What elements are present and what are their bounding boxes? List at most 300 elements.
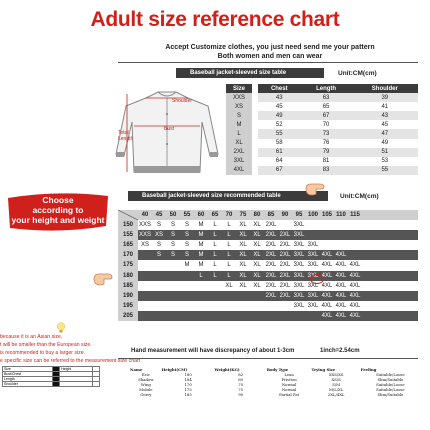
size-value-cell: 64 — [275, 158, 283, 165]
size-table-row — [226, 102, 418, 111]
recommend-size-cell — [138, 260, 152, 270]
size-value-cell: 83 — [301, 166, 352, 175]
size-value-cell: 47 — [352, 129, 418, 138]
size-table-row — [226, 111, 418, 120]
model-cell: M/L/XL — [329, 387, 344, 392]
recommend-size-cell: 2XL — [279, 242, 291, 249]
size-value-cell: 51 — [352, 148, 418, 157]
size-table-row — [226, 120, 418, 129]
larger-size-note: is recommended to buy a larger size. — [0, 350, 86, 356]
recommend-row — [118, 250, 418, 260]
height-cell: 175 — [118, 260, 138, 270]
recommend-size-cell — [250, 301, 264, 311]
model-cell: Gerry — [140, 392, 152, 397]
recommend-size-cell: 2XL — [265, 282, 277, 289]
table-corner — [118, 210, 138, 220]
recommend-size-cell: L — [213, 252, 217, 259]
recommend-size-cell: 4XL — [335, 302, 347, 309]
model-header-cell: Trying Size — [311, 367, 336, 372]
recommend-size-cell: XL — [253, 272, 261, 279]
size-table-row — [226, 166, 418, 175]
recommend-size-cell — [138, 250, 152, 260]
size-value-cell: 67 — [301, 111, 352, 120]
model-cell: Shadow — [138, 377, 154, 382]
model-cell: 175 — [184, 387, 192, 392]
size-table-row — [226, 157, 418, 166]
size-cell: 4XL — [226, 166, 252, 175]
recommend-size-cell: 3XL — [307, 292, 319, 299]
height-cell: 190 — [118, 291, 138, 301]
recommend-size-cell — [166, 281, 180, 291]
mini-table-cell — [92, 382, 99, 387]
recommend-size-cell: XXS — [138, 232, 151, 239]
recommend-size-cell — [222, 291, 236, 301]
recommend-table-bar: Baseball jacket-sleeved size recommended table — [128, 191, 328, 201]
recommend-size-cell: 4XL — [321, 272, 333, 279]
model-cell: Priviton — [281, 377, 297, 382]
recommend-size-cell: 3XL — [307, 242, 319, 249]
weight-header-cell: 40 — [141, 212, 149, 218]
mini-table-cell: Bust/Chest — [3, 372, 53, 377]
recommend-size-cell: S — [184, 242, 189, 249]
recommend-size-cell: XL — [253, 222, 261, 229]
recommend-size-cell — [222, 311, 236, 321]
weight-header-cell: 45 — [155, 212, 163, 218]
model-row — [130, 392, 420, 397]
weight-header-cell: 60 — [197, 212, 205, 218]
recommend-size-cell: 4XL — [321, 302, 333, 309]
recommend-size-cell: 3XL — [307, 262, 319, 269]
height-cell: 155 — [118, 230, 138, 240]
size-value-cell: 76 — [322, 140, 330, 147]
model-cell: Normal — [281, 382, 297, 387]
size-value-cell: 45 — [275, 103, 283, 110]
recommend-size-cell: 3XL — [293, 252, 305, 259]
recommend-size-cell: 2XL — [279, 282, 291, 289]
recommend-size-cell: 2XL — [265, 242, 277, 249]
recommend-size-cell: 3XL — [307, 272, 319, 279]
recommend-size-cell — [278, 301, 292, 311]
recommend-size-cell: M — [198, 242, 204, 249]
weight-header-cell: 95 — [295, 212, 303, 218]
recommend-size-cell: XL — [239, 262, 247, 269]
recommend-size-cell: 4XL — [335, 252, 347, 259]
weight-header-cell: 90 — [281, 212, 289, 218]
weight-header-cell: 55 — [183, 212, 191, 218]
recommend-size-cell: XXS — [138, 222, 151, 229]
recommend-size-cell — [250, 311, 264, 321]
recommend-size-cell — [348, 250, 362, 260]
recommend-size-cell — [138, 311, 152, 321]
model-cell: Slim/Suitable — [377, 392, 404, 397]
bust-label: Bust — [164, 126, 175, 132]
recommend-size-cell: S — [184, 222, 189, 229]
recommend-size-cell: L — [213, 242, 217, 249]
size-value-cell: 61 — [258, 148, 301, 157]
recommend-size-cell: 3XL — [293, 222, 305, 229]
recommend-size-cell — [320, 220, 334, 230]
recommend-row — [118, 230, 418, 240]
asian-size-note: because it is an Asian size, — [0, 334, 63, 340]
model-header-cell: Name — [130, 367, 143, 372]
choose-text: Choose according to your height and weight — [11, 195, 105, 225]
height-cell: 150 — [118, 220, 138, 230]
recommend-size-cell — [166, 311, 180, 321]
recommend-size-cell: 2XL — [265, 262, 277, 269]
recommend-size-cell — [208, 311, 222, 321]
model-cell: Suitable/Loose — [376, 382, 405, 387]
recommend-size-cell: L — [213, 272, 217, 279]
model-cell: Wing — [140, 382, 151, 387]
recommend-size-cell — [278, 220, 292, 230]
recommend-size-cell: 3XL — [293, 292, 305, 299]
recommend-size-cell: XL — [239, 232, 247, 239]
recommend-size-cell — [208, 291, 222, 301]
size-cell: 2XL — [226, 148, 252, 157]
model-cell: 70 — [238, 382, 244, 387]
weight-header-cell: 85 — [267, 212, 275, 218]
recommend-size-cell: 4XL — [321, 252, 333, 259]
weight-header-cell: 75 — [239, 212, 247, 218]
recommend-size-cell: M — [198, 252, 204, 259]
size-value-cell: 55 — [258, 129, 301, 138]
size-cell: S — [226, 111, 252, 120]
recommend-size-cell — [348, 240, 362, 250]
size-value-cell: 43 — [352, 111, 418, 120]
size-value-cell: 43 — [258, 93, 301, 102]
size-cell: XL — [226, 139, 252, 148]
recommend-size-cell — [180, 271, 194, 281]
recommend-row — [118, 220, 418, 230]
mini-table-cell — [52, 382, 59, 387]
size-value-cell: 65 — [322, 103, 330, 110]
recommend-size-cell — [334, 230, 348, 240]
size-value-cell: 41 — [381, 103, 389, 110]
recommend-size-cell: XS — [154, 232, 163, 239]
recommend-size-cell: XL — [239, 222, 247, 229]
model-cell: Normal — [281, 387, 297, 392]
recommend-size-cell: L — [213, 232, 217, 239]
size-value-cell: 45 — [381, 121, 389, 128]
size-table-unit: Unit:CM(cm) — [338, 70, 377, 77]
recommend-size-cell — [138, 301, 152, 311]
recommend-size-cell — [278, 311, 292, 321]
model-cell: Mobile — [139, 387, 153, 392]
measure-note: Hand measurement will have discrepancy of about 1-3cm — [131, 348, 295, 354]
model-cell: 75 — [238, 387, 244, 392]
size-cell: XS — [226, 102, 252, 111]
size-table-row — [226, 148, 418, 157]
height-cell: 195 — [118, 301, 138, 311]
size-value-cell: 49 — [258, 111, 301, 120]
recommend-size-cell — [180, 301, 194, 311]
recommend-size-cell: S — [170, 232, 175, 239]
recommend-size-cell: XL — [253, 252, 261, 259]
recommend-size-cell: 4XL — [335, 272, 347, 279]
height-cell: 180 — [118, 271, 138, 281]
recommend-size-cell: 2XL — [265, 222, 277, 229]
recommend-size-cell: L — [227, 252, 231, 259]
recommend-size-cell — [152, 301, 166, 311]
model-cell: Slim/Suitable — [377, 377, 404, 382]
mini-table-cell: Height — [60, 367, 92, 372]
recommend-size-cell: L — [227, 262, 231, 269]
recommend-size-cell: L — [213, 262, 217, 269]
mini-table-cell: Length — [3, 377, 53, 382]
weight-header-cell: 70 — [225, 212, 233, 218]
highlight-circle — [310, 274, 324, 284]
smaller-size-note: t will be smaller than the European size. — [0, 342, 92, 348]
model-header-cell: Body Type — [266, 367, 289, 372]
recommend-size-cell: S — [170, 252, 175, 259]
recommend-size-cell: S — [184, 232, 189, 239]
recommend-size-cell — [292, 311, 306, 321]
size-value-cell: 79 — [301, 148, 352, 157]
recommend-size-cell: S — [156, 222, 161, 229]
recommend-size-cell — [138, 291, 152, 301]
model-cell: 185 — [184, 392, 192, 397]
size-value-cell: 55 — [352, 166, 418, 175]
unisex-note: Both women and men can wear — [217, 53, 323, 60]
size-value-cell: 49 — [381, 140, 389, 147]
size-table-header-cell: Shoulder — [352, 84, 418, 93]
recommend-size-cell: XL — [253, 232, 261, 239]
recommend-size-cell: 4XL — [321, 262, 333, 269]
recommend-size-cell: S — [156, 252, 161, 259]
size-table-row — [226, 139, 418, 148]
recommend-row — [118, 240, 418, 250]
measure-conversion: 1inch=2.54cm — [320, 348, 360, 354]
size-table-header-cell: Chest — [258, 84, 301, 93]
size-value-cell: 63 — [301, 93, 352, 102]
recommend-size-cell: 3XL — [293, 302, 305, 309]
mini-table-cell: Shoulder — [3, 382, 53, 387]
recommend-size-cell — [334, 240, 348, 250]
size-value-cell: 67 — [258, 166, 301, 175]
recommend-size-cell — [264, 311, 278, 321]
size-table-header-cell: Size — [226, 84, 252, 93]
mini-table-row — [3, 382, 100, 387]
recommend-size-cell: 2XL — [265, 252, 277, 259]
model-cell: 2XL/4XL — [327, 392, 345, 397]
recommend-size-cell: 2XL — [279, 292, 291, 299]
model-cell: 60 — [238, 377, 244, 382]
recommend-row — [118, 311, 418, 321]
model-cell: 90 — [238, 392, 244, 397]
weight-header-cell: 80 — [253, 212, 261, 218]
mini-table-cell — [60, 382, 92, 387]
recommend-size-cell — [166, 291, 180, 301]
model-table — [130, 367, 420, 397]
recommend-size-cell: 4XL — [335, 282, 347, 289]
recommend-size-cell: M — [184, 262, 190, 269]
size-table-row — [226, 129, 418, 138]
recommend-size-cell: 4XL — [349, 302, 361, 309]
size-table-header-cell: Length — [301, 84, 352, 93]
recommend-size-cell: 4XL — [335, 292, 347, 299]
recommend-size-cell: XL — [253, 282, 261, 289]
recommend-size-cell: 2XL — [265, 232, 277, 239]
weight-header-cell: 110 — [336, 212, 346, 218]
recommend-size-cell: M — [198, 222, 204, 229]
recommend-size-cell: 4XL — [349, 312, 361, 319]
recommend-size-cell — [152, 291, 166, 301]
size-cell: M — [226, 120, 252, 129]
recommend-size-cell — [348, 230, 362, 240]
recommend-size-cell — [166, 301, 180, 311]
size-value-cell: 70 — [322, 121, 330, 128]
mini-table-cell: Size — [3, 367, 53, 372]
recommend-size-cell — [166, 260, 180, 270]
recommend-size-cell — [138, 271, 152, 281]
recommend-size-cell: XL — [239, 252, 247, 259]
recommend-size-cell: 2XL — [279, 252, 291, 259]
recommend-size-cell: 3XL — [307, 302, 319, 309]
size-cell: L — [226, 129, 252, 138]
recommend-size-cell: 3XL — [293, 262, 305, 269]
recommend-size-cell — [152, 271, 166, 281]
weight-header-cell: 65 — [211, 212, 219, 218]
weight-header-cell: 105 — [321, 212, 332, 218]
model-cell: XXS/XS — [328, 372, 344, 377]
recommend-size-cell — [250, 291, 264, 301]
recommend-size-cell: L — [227, 232, 231, 239]
recommend-size-cell — [194, 281, 208, 291]
model-cell: Suitable/Loose — [376, 387, 405, 392]
recommend-size-cell: 2XL — [279, 232, 291, 239]
recommend-size-cell: 3XL — [293, 282, 305, 289]
recommend-row — [118, 301, 418, 311]
recommend-size-cell: XL — [253, 242, 261, 249]
recommend-row — [118, 271, 418, 281]
recommend-size-cell: XS — [140, 242, 149, 249]
recommend-size-cell: L — [199, 272, 203, 279]
recommend-size-cell: 4XL — [321, 312, 333, 319]
lightbulb-icon — [56, 322, 66, 334]
recommend-size-cell: 2XL — [265, 272, 277, 279]
divider — [118, 62, 418, 63]
model-cell: Partial Fat — [279, 392, 300, 397]
recommend-size-cell — [208, 301, 222, 311]
size-table-row — [226, 93, 418, 102]
recommend-size-cell — [236, 291, 250, 301]
recommend-size-cell — [236, 301, 250, 311]
recommend-size-cell: 4XL — [335, 262, 347, 269]
recommend-size-cell — [138, 281, 152, 291]
recommend-size-cell — [194, 311, 208, 321]
customize-note: Accept Customize clothes, you just need send me your pattern — [165, 44, 375, 51]
model-cell: S/M — [332, 382, 341, 387]
model-cell: 184 — [184, 377, 192, 382]
recommend-size-cell: XL — [239, 272, 247, 279]
recommend-size-cell: 2XL — [279, 262, 291, 269]
recommend-size-cell: XL — [225, 282, 233, 289]
recommend-size-cell — [180, 311, 194, 321]
pointing-hand-icon — [304, 180, 326, 198]
recommend-table-unit: Unit:CM(cm) — [340, 193, 379, 200]
recommend-size-cell: L — [227, 222, 231, 229]
model-cell: Suitable/Loose — [376, 372, 405, 377]
size-cell: XXS — [226, 93, 252, 102]
height-cell: 170 — [118, 250, 138, 260]
recommend-size-cell — [320, 240, 334, 250]
recommend-size-cell: XL — [239, 282, 247, 289]
size-table — [226, 84, 418, 175]
recommend-size-cell: 4XL — [349, 292, 361, 299]
recommend-header-row — [118, 210, 418, 220]
model-cell: XS/S — [331, 377, 341, 382]
recommend-size-cell — [306, 311, 320, 321]
size-value-cell: 58 — [275, 140, 283, 147]
recommend-size-cell: XL — [253, 262, 261, 269]
recommend-size-cell — [152, 260, 166, 270]
recommend-row — [118, 291, 418, 301]
recommend-size-cell: S — [170, 222, 175, 229]
weight-header-cell: 100 — [307, 212, 318, 218]
recommend-size-cell — [152, 281, 166, 291]
recommend-size-cell — [194, 301, 208, 311]
size-table-bar: Baseball jacket-sleeved size table — [176, 68, 324, 78]
recommend-size-cell: S — [184, 252, 189, 259]
model-cell: 180 — [184, 372, 192, 377]
recommend-size-cell — [152, 311, 166, 321]
recommend-row — [118, 281, 418, 291]
shoulder-label: Shoulder — [172, 98, 193, 104]
model-cell: 170 — [184, 382, 192, 387]
recommend-size-cell: 3XL — [307, 252, 319, 259]
model-header-cell: Feeling — [360, 367, 377, 372]
recommend-size-cell: 4XL — [335, 312, 347, 319]
total-length-label: Total Length — [118, 130, 134, 142]
recommend-size-cell: L — [227, 272, 231, 279]
recommend-size-cell: M — [198, 262, 204, 269]
recommend-size-cell — [264, 301, 278, 311]
refer-chart-note: e specific size can be referred to the measurement size chart — [0, 358, 141, 364]
recommend-size-cell: S — [170, 242, 175, 249]
recommend-size-cell — [236, 311, 250, 321]
model-cell: Lean — [284, 372, 294, 377]
recommend-row — [118, 260, 418, 270]
size-value-cell: 52 — [275, 121, 283, 128]
recommend-size-cell: L — [213, 222, 217, 229]
recommend-size-cell: XL — [239, 242, 247, 249]
size-value-cell: 39 — [352, 93, 418, 102]
recommend-size-cell: L — [227, 242, 231, 249]
recommend-size-cell — [194, 291, 208, 301]
model-header-cell: Height(CM) — [161, 367, 188, 372]
size-value-cell: 53 — [381, 158, 389, 165]
recommend-size-cell: 3XL — [293, 272, 305, 279]
recommend-size-cell — [320, 230, 334, 240]
weight-header-cell: 50 — [169, 212, 177, 218]
size-table-header-row — [226, 84, 418, 93]
recommend-size-cell: 2XL — [279, 272, 291, 279]
recommend-size-cell — [348, 220, 362, 230]
recommend-size-cell — [306, 230, 320, 240]
recommend-size-cell: M — [198, 232, 204, 239]
recommend-size-cell — [180, 291, 194, 301]
model-header-cell: Weight(KG) — [214, 367, 240, 372]
recommend-size-cell: 3XL — [293, 242, 305, 249]
height-cell: 205 — [118, 311, 138, 321]
recommend-size-cell — [208, 281, 222, 291]
recommend-size-cell: 3XL — [307, 282, 319, 289]
divider — [118, 358, 418, 359]
recommend-size-cell — [166, 271, 180, 281]
mini-size-table — [2, 366, 100, 387]
recommend-size-cell: 4XL — [321, 282, 333, 289]
page-title: Adult size reference chart — [90, 8, 340, 31]
